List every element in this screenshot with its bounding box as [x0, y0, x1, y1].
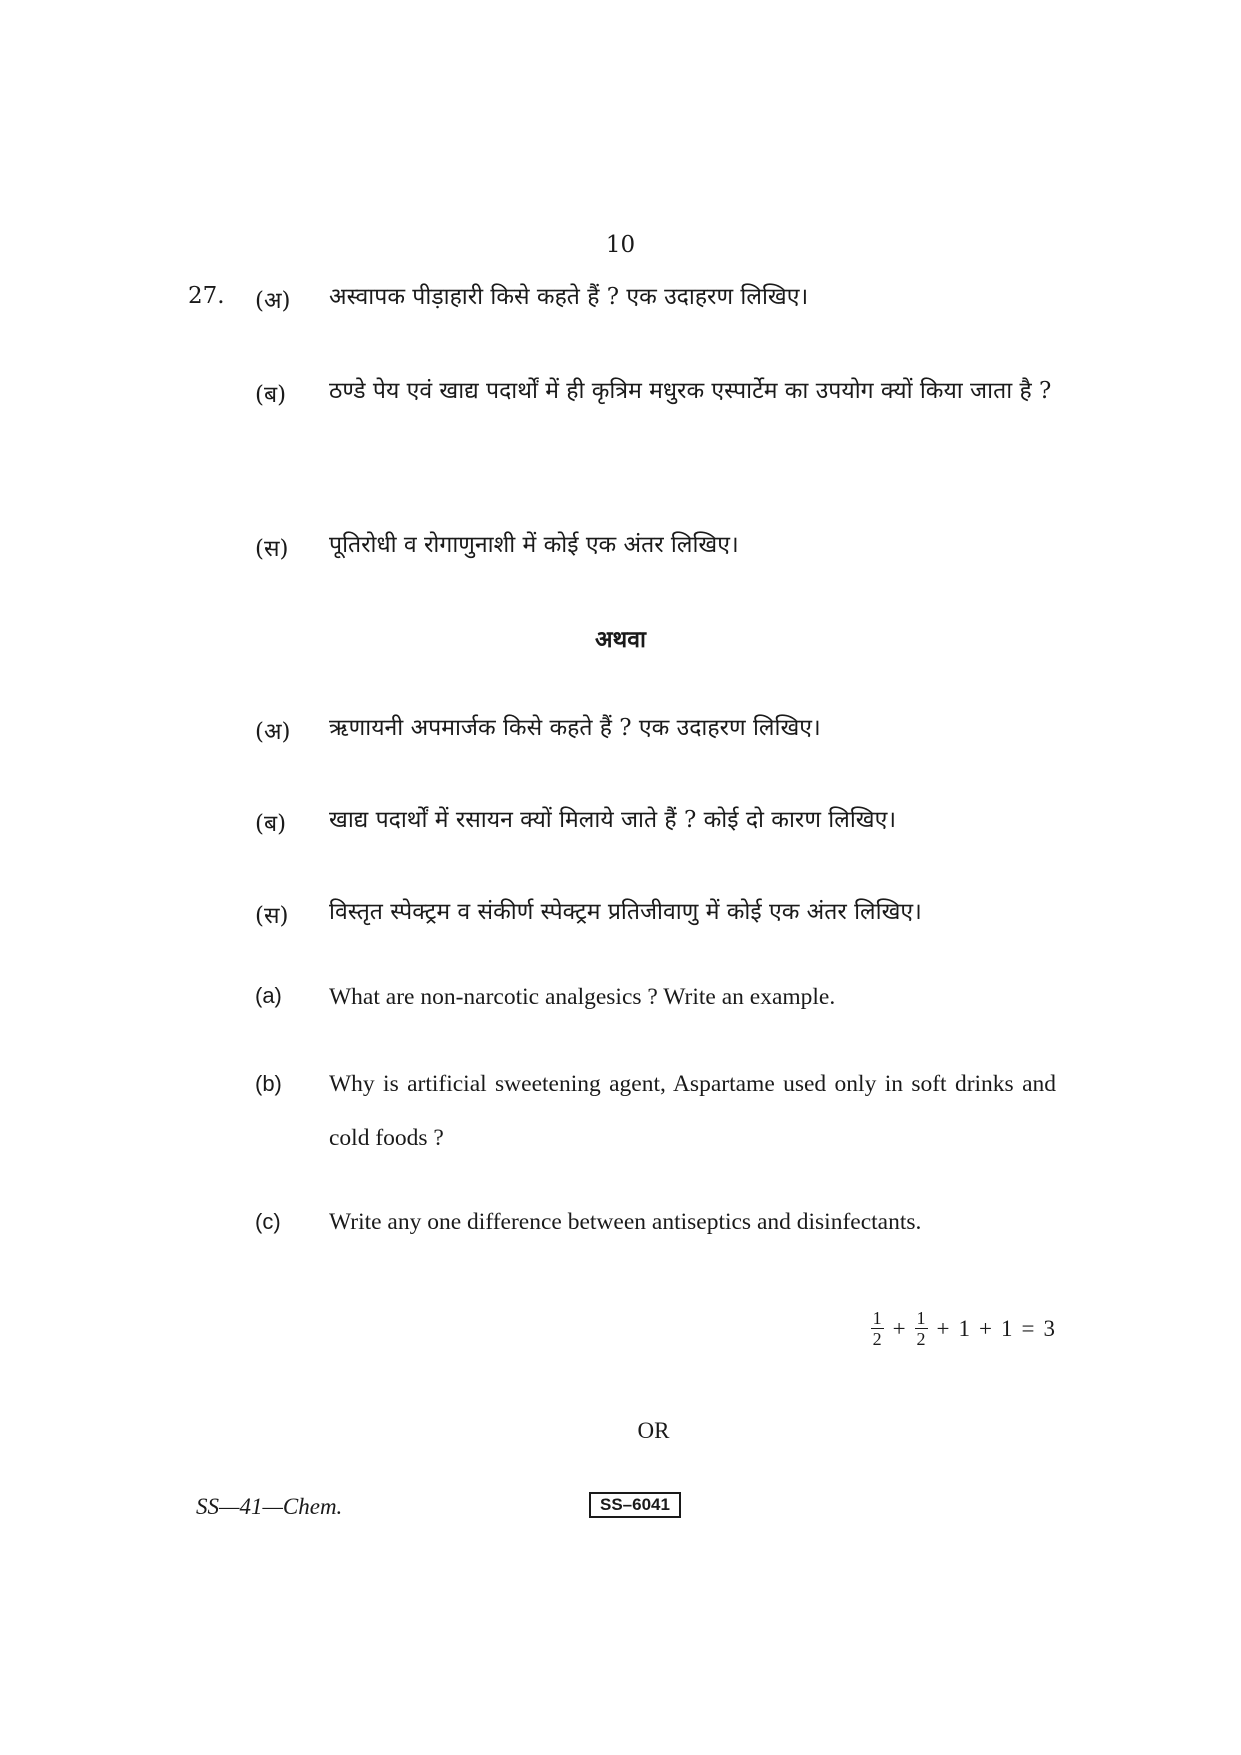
- marks-equals: =: [1021, 1315, 1035, 1341]
- marks-plus-2: +: [936, 1315, 950, 1341]
- marks-plus-3: +: [979, 1315, 993, 1341]
- hindi-part1-c-text: पूतिरोधी व रोगाणुनाशी में कोई एक अंतर लिखिए।: [329, 532, 739, 558]
- footer-paper-code: SS—41—Chem.: [196, 1494, 343, 1519]
- english-b-label: (b): [255, 1071, 282, 1096]
- marks-one-2: 1: [1001, 1315, 1013, 1341]
- hindi-part1-a-label: (अ): [255, 288, 291, 314]
- hindi-part1-a-text: अस्वापक पीड़ाहारी किसे कहते हैं ? एक उदाहरण लिखिए।: [329, 284, 809, 310]
- marks-one-1: 1: [958, 1315, 971, 1341]
- marks-fraction-2-denominator: 2: [916, 1329, 926, 1349]
- question-number: 27.: [188, 283, 225, 309]
- page-number: 10: [605, 232, 636, 258]
- english-a-text: What are non-narcotic analgesics ? Write an example.: [329, 984, 836, 1010]
- marks-plus-1: +: [892, 1315, 906, 1341]
- hindi-part2-a-label: (अ): [255, 719, 291, 745]
- footer-series-code-box: SS–6041: [589, 1492, 681, 1518]
- english-a-label: (a): [255, 983, 282, 1008]
- hindi-part2-c-text: विस्तृत स्पेक्ट्रम व संकीर्ण स्पेक्ट्रम प्रतिजीवाणु में कोई एक अंतर लिखिए।: [329, 899, 922, 925]
- marks-distribution: [871, 1308, 1055, 1349]
- marks-fraction-1: [871, 1308, 884, 1349]
- hindi-part1-b-label: (ब): [255, 382, 287, 408]
- marks-total: 3: [1043, 1315, 1055, 1341]
- english-c-label: (c): [255, 1209, 281, 1234]
- marks-fraction-1-denominator: 2: [872, 1329, 882, 1349]
- marks-fraction-2: [915, 1308, 928, 1349]
- hindi-part1-c-label: (स): [255, 536, 289, 562]
- english-c-text: Write any one difference between antiseptics and disinfectants.: [329, 1209, 922, 1235]
- marks-fraction-1-numerator: 1: [872, 1308, 882, 1328]
- hindi-part2-c-label: (स): [255, 903, 289, 929]
- hindi-part2-b-text: खाद्य पदार्थों में रसायन क्यों मिलाये जाते हैं ? कोई दो कारण लिखिए।: [329, 807, 897, 833]
- hindi-part2-a-text: ऋणायनी अपमार्जक किसे कहते हैं ? एक उदाहरण लिखिए।: [329, 715, 821, 741]
- english-b-text: Why is artificial sweetening agent, Aspartame used only in soft drinks and cold foods ?: [329, 1071, 1056, 1151]
- hindi-part1-b-text: ठण्डे पेय एवं खाद्य पदार्थों में ही कृत्रिम मधुरक एस्पार्टेम का उपयोग क्यों किया जाता है ?: [329, 378, 1052, 404]
- marks-fraction-2-numerator: 1: [916, 1308, 926, 1328]
- hindi-part2-b-label: (ब): [255, 811, 287, 837]
- or-label: OR: [637, 1418, 670, 1443]
- athava-heading: अथवा: [594, 626, 646, 653]
